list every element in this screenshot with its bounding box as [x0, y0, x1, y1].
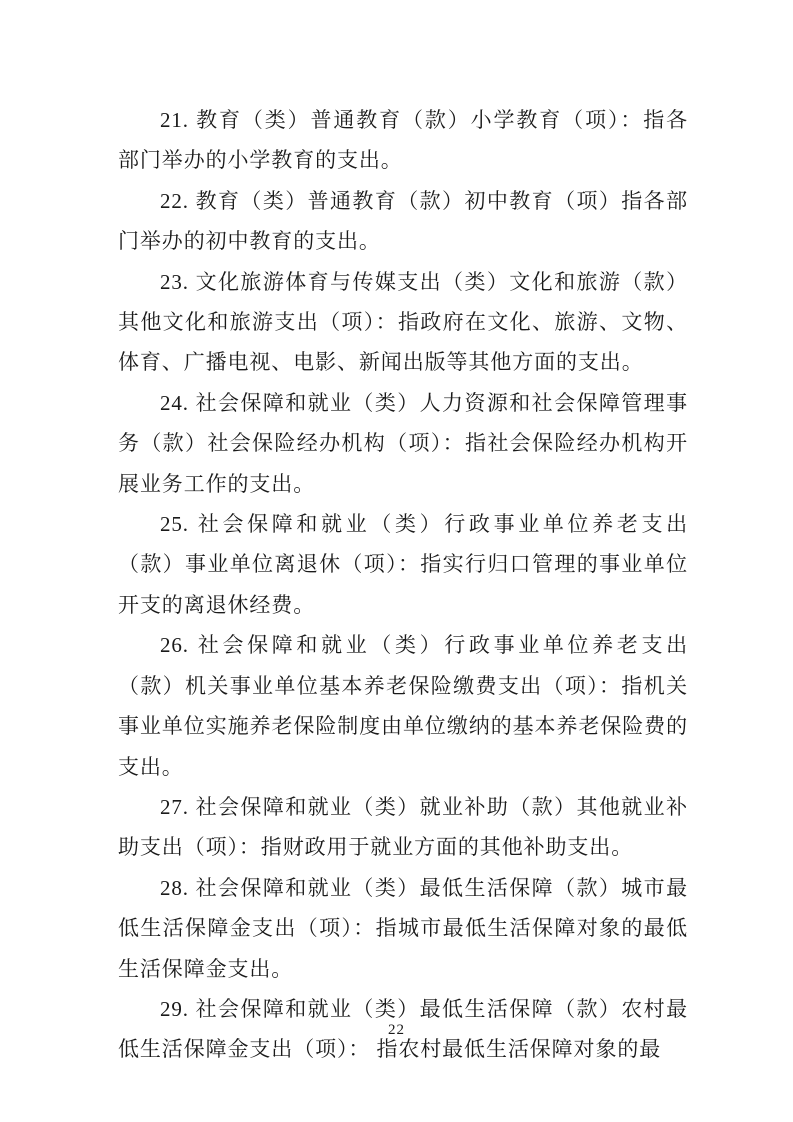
- paragraph-25: 25. 社会保障和就业（类）行政事业单位养老支出（款）事业单位离退休（项）：指实行归口管理的事业单位开支的离退休经费。: [118, 512, 688, 617]
- paragraph-29: 29. 社会保障和就业（类）最低生活保障（款）农村最低生活保障金支出（项）： 指农村最低生活保障对象的最: [118, 996, 688, 1062]
- paragraph-23: 23. 文化旅游体育与传媒支出（类）文化和旅游（款）其他文化和旅游支出（项）：指政府在文化、旅游、文物、体育、广播电视、电影、新闻出版等其他方面的支出。: [118, 269, 688, 375]
- paragraph-26: 26. 社会保障和就业（类）行政事业单位养老支出（款）机关事业单位基本养老保险缴费支出（项）：指机关事业单位实施养老保险制度由单位缴纳的基本养老保险费的支出。: [118, 633, 688, 779]
- paragraph-28: 28. 社会保障和就业（类）最低生活保障（款）城市最低生活保障金支出（项）：指城市最低生活保障对象的最低生活保障金支出。: [118, 875, 688, 981]
- document-body: [118, 100, 688, 1070]
- paragraph-24: 24. 社会保障和就业（类）人力资源和社会保障管理事务（款）社会保险经办机构（项）：指社会保险经办机构开展业务工作的支出。: [118, 390, 688, 496]
- page-number: 22: [388, 1022, 405, 1038]
- paragraph-21: 21. 教育（类）普通教育（款）小学教育（项）：指各部门举办的小学教育的支出。: [118, 108, 688, 173]
- paragraph-27: 27. 社会保障和就业（类）就业补助（款）其他就业补助支出（项）：指财政用于就业方面的其他补助支出。: [118, 794, 688, 860]
- paragraph-22: 22. 教育（类）普通教育（款）初中教育（项）指各部门举办的初中教育的支出。: [118, 188, 688, 254]
